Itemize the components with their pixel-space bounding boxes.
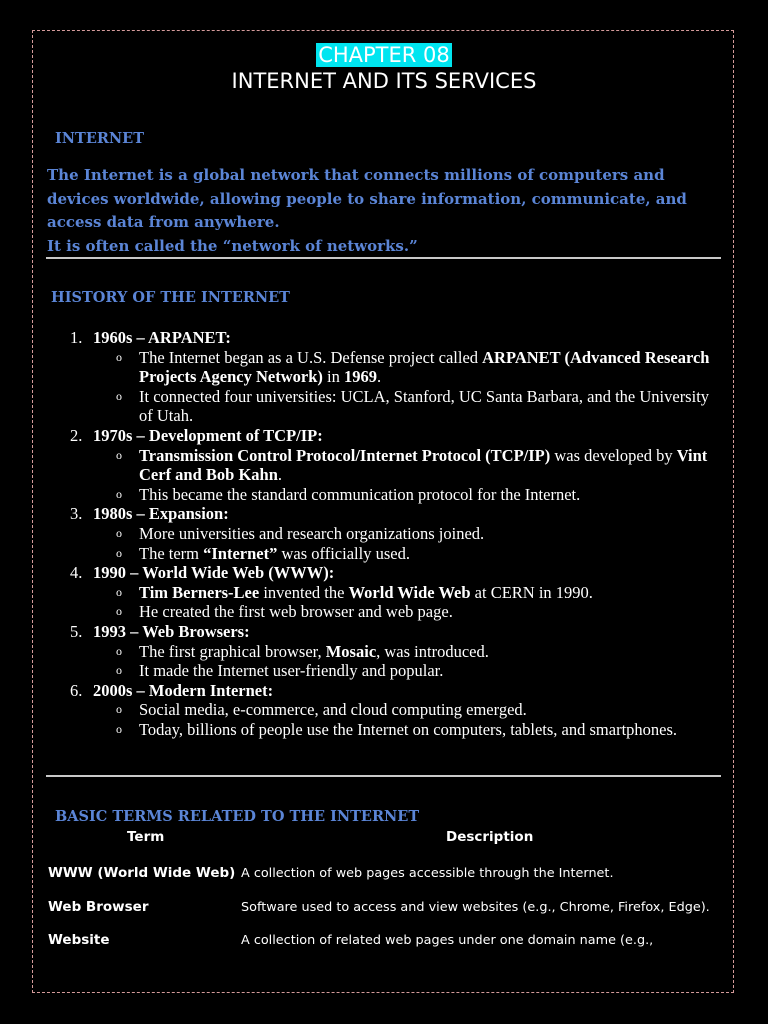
history-era [70,328,720,348]
circle-bullet-icon: o [116,486,122,501]
era-number: 5. [70,621,83,641]
history-era [70,681,720,701]
circle-bullet-icon: o [116,604,122,619]
history-point [70,602,720,622]
terms-column-description: Description [446,829,534,845]
era-title: 1980s – Expansion: [93,504,229,524]
history-era [70,563,720,583]
era-number: 3. [70,504,83,524]
history-point [70,642,720,662]
history-point [70,700,720,720]
point-text [139,485,720,505]
point-text [139,642,720,662]
point-segment: This became the standard communication protocol for the Internet. [139,484,581,504]
circle-bullet-icon: o [116,702,122,717]
point-text [139,446,720,485]
era-number: 6. [70,680,83,700]
point-text [139,700,720,720]
history-point [70,720,720,740]
point-emphasis: Tim Berners-Lee [139,582,260,602]
term-name: Web Browser [48,899,149,915]
point-text [139,602,720,622]
history-era [70,426,720,446]
era-title: 2000s – Modern Internet: [93,680,274,700]
era-title: 1960s – ARPANET: [93,328,231,347]
history-point [70,485,720,505]
history-era [70,504,720,524]
circle-bullet-icon: o [116,388,122,403]
point-emphasis: Transmission Control Protocol/Internet Protocol (TCP/IP) [139,445,551,465]
point-segment: , was introduced. [376,641,489,661]
circle-bullet-icon: o [116,663,122,678]
chapter-title: INTERNET AND ITS SERVICES [231,69,537,93]
history-point [70,524,720,544]
history-point [70,348,720,387]
circle-bullet-icon: o [116,584,122,599]
point-emphasis: ARPANET (Advanced Research Projects Agency Network) [139,347,710,387]
era-number: 4. [70,563,83,583]
history-point [70,387,720,426]
point-segment: in [322,367,344,387]
point-text [139,720,720,740]
era-title: 1993 – Web Browsers: [93,621,250,641]
circle-bullet-icon: o [116,349,122,364]
point-segment: was developed by [550,445,677,465]
circle-bullet-icon: o [116,643,122,658]
point-text [139,544,720,564]
terms-column-term: Term [127,829,165,845]
point-segment: . [376,367,382,387]
internet-paragraph: The Internet is a global network that connects millions of computers and devices worldwide, allowing people to share information, communicate, and access data from anywhere. [47,166,687,231]
point-segment: at CERN in 1990. [470,582,593,602]
history-heading: HISTORY OF THE INTERNET [51,289,290,306]
chapter-label-text: CHAPTER 08 [318,43,450,67]
point-text [139,583,720,603]
history-point [70,661,720,681]
terms-heading: BASIC TERMS RELATED TO THE INTERNET [55,808,420,825]
circle-bullet-icon: o [116,545,122,560]
point-segment: Today, billions of people use the Internet on computers, tablets, and smartphones. [139,719,678,739]
point-text [139,387,720,426]
divider-1 [46,257,721,259]
point-segment: . [277,465,283,485]
circle-bullet-icon: o [116,525,122,540]
term-name: WWW (World Wide Web) [48,865,236,881]
point-text [139,661,720,681]
point-segment: He created the first web browser and web page. [139,602,453,622]
history-point [70,583,720,603]
history-point [70,446,720,485]
era-number: 1. [70,328,83,347]
chapter-label [0,42,768,68]
point-text [139,524,720,544]
point-segment: The term [139,543,204,563]
point-segment: was officially used. [277,543,410,563]
history-list [70,328,720,739]
internet-intro [47,164,727,258]
term-description: A collection of related web pages under one domain name (e.g., [241,933,654,948]
point-emphasis: Mosaic [325,641,377,661]
point-text [139,348,720,387]
era-title: 1990 – World Wide Web (WWW): [93,563,335,583]
term-name: Website [48,932,110,948]
internet-nickname: It is often called the “network of networks.” [47,236,418,255]
point-segment: It made the Internet user-friendly and popular. [139,661,444,681]
point-emphasis: Vint Cerf and Bob Kahn [139,445,708,485]
point-segment: invented the [259,582,349,602]
point-segment: Social media, e-commerce, and cloud computing emerged. [139,700,527,720]
internet-heading: INTERNET [55,130,145,147]
point-emphasis: “Internet” [203,543,278,563]
point-emphasis: 1969 [343,367,377,387]
point-emphasis: World Wide Web [348,582,471,602]
point-segment: The Internet began as a U.S. Defense project called [139,347,483,367]
term-description: A collection of web pages accessible through the Internet. [241,866,614,881]
term-description: Software used to access and view websites (e.g., Chrome, Firefox, Edge). [241,900,710,915]
point-segment: More universities and research organizations joined. [139,523,485,543]
point-segment: It connected four universities: UCLA, Stanford, UC Santa Barbara, and the University of Utah. [139,386,710,426]
circle-bullet-icon: o [116,447,122,462]
era-number: 2. [70,425,83,445]
point-segment: The first graphical browser, [139,641,326,661]
circle-bullet-icon: o [116,721,122,736]
era-title: 1970s – Development of TCP/IP: [93,425,323,445]
history-point [70,544,720,564]
history-era [70,622,720,642]
divider-2 [46,775,721,777]
